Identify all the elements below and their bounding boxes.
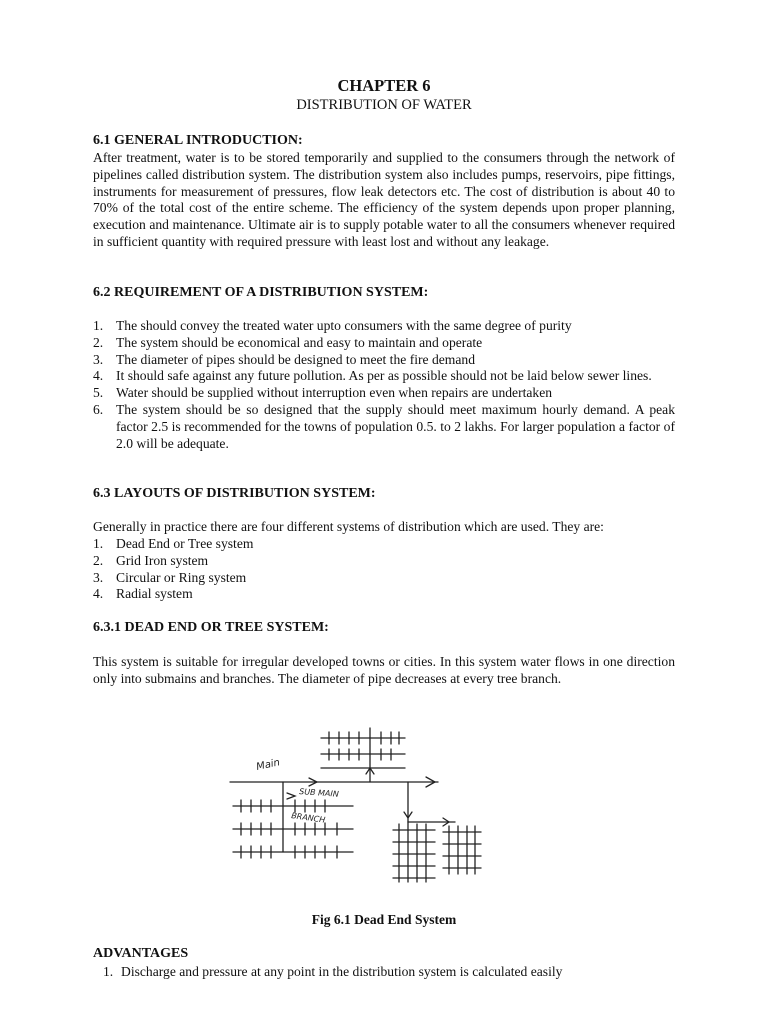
section-text-6-1: After treatment, water is to be stored temporarily and supplied to the consumers through the network of pipelines called distribution system. The distribution system also includes pumps, reservoirs, pipe fittings, instruments for measurement of pressures, flow leak detectors etc. The cost of distribution is about 40 to 70% of the total cost of the entire scheme. The efficiency of the system depends upon proper planning, execution and maintenance. Ultimate air is to supply potable water to all the consumers whenever required in sufficient quantity with required pressure with least lost and without any leakage.: [93, 150, 675, 249]
list-item: 1. Dead End or Tree system: [93, 536, 254, 551]
dead-end-system-figure: [225, 718, 485, 888]
chapter-title: CHAPTER 6: [337, 76, 431, 95]
list-item: 1. Discharge and pressure at any point in the distribution system is calculated easily: [103, 964, 563, 979]
figure-caption: Fig 6.1 Dead End System: [311, 912, 457, 927]
figure-label-branch: BRANCH: [290, 811, 326, 825]
advantages-heading: ADVANTAGES: [93, 946, 189, 961]
list-item: 6. The system should be so designed that the supply should meet maximum hourly demand. A peak factor 2.5 is recommended for the towns of population 0.5. to 2 lakhs. For larger population a factor of 2.0 will be adequate.: [93, 401, 675, 451]
section-intro-6-3: Generally in practice there are four different systems of distribution which are used. They are:: [93, 519, 604, 534]
chapter-subtitle: DISTRIBUTION OF WATER: [296, 97, 472, 113]
section-heading-6-2: 6.2 REQUIREMENT OF A DISTRIBUTION SYSTEM:: [93, 285, 429, 300]
list-item: 2. Grid Iron system: [93, 552, 209, 568]
section-heading-6-3-1: 6.3.1 DEAD END OR TREE SYSTEM:: [93, 620, 329, 635]
list-item: 5. Water should be supplied without interruption even when repairs are undertaken: [93, 385, 553, 401]
section-heading-6-3: 6.3 LAYOUTS OF DISTRIBUTION SYSTEM:: [93, 486, 376, 501]
list-item: 3. The diameter of pipes should be designed to meet the fire demand: [93, 351, 475, 367]
list-item: 2. The system should be economical and easy to maintain and operate: [93, 334, 483, 350]
section-text-6-3-1: This system is suitable for irregular developed towns or cities. In this system water flows in one direction only into submains and branches. The diameter of pipe decreases at every tree branch.: [93, 654, 675, 686]
layouts-list: [93, 536, 675, 603]
figure-label-main: Main: [255, 757, 281, 773]
figure-label-submain: SUB MAIN: [298, 787, 340, 799]
list-item: 1. The should convey the treated water upto consumers with the same degree of purity: [93, 318, 572, 333]
list-item: 3. Circular or Ring system: [93, 569, 247, 585]
list-item: 4. Radial system: [93, 586, 193, 602]
requirements-list: [93, 318, 675, 452]
advantages-list: [103, 964, 663, 981]
section-heading-6-1: 6.1 GENERAL INTRODUCTION:: [93, 133, 303, 148]
list-item: 4. It should safe against any future pollution. As per as possible should not be laid below sewer lines.: [93, 368, 652, 384]
